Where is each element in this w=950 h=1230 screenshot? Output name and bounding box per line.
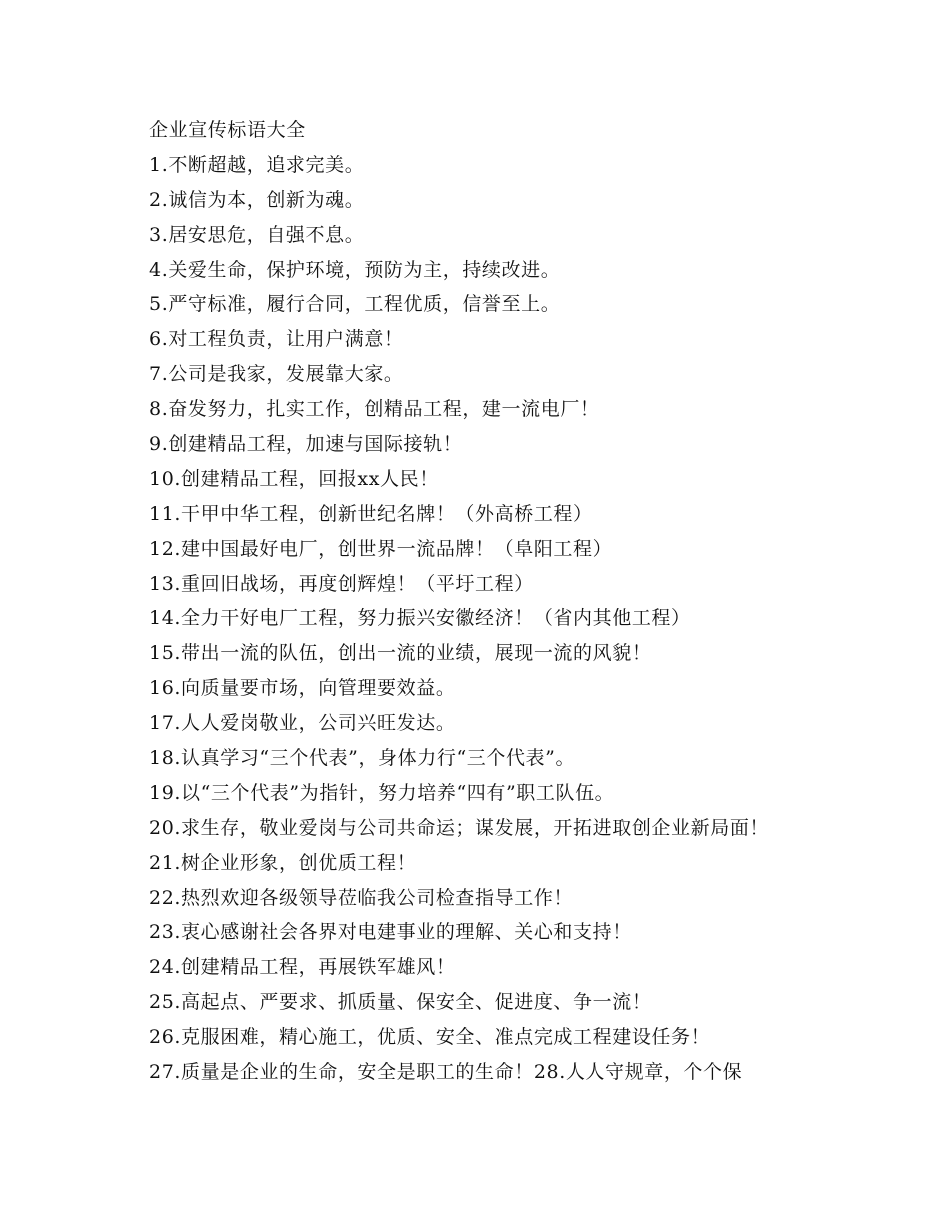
- slogan-line: 21.树企业形象，创优质工程！: [149, 851, 417, 874]
- slogan-line: 9.创建精品工程，加速与国际接轨！: [149, 433, 463, 456]
- slogan-line: 3.居安思危，自强不息。: [149, 223, 365, 246]
- slogan-line: 17.人人爱岗敬业，公司兴旺发达。: [149, 712, 456, 735]
- slogan-line: 23.衷心感谢社会各界对电建事业的理解、关心和支持！: [149, 921, 632, 944]
- slogan-line: 26.克服困难，精心施工，优质、安全、准点完成工程建设任务！: [149, 1026, 711, 1049]
- slogan-line: 13.重回旧战场，再度创辉煌！（平圩工程）: [149, 572, 534, 595]
- slogan-line: 2.诚信为本，创新为魂。: [149, 188, 365, 211]
- slogan-line: 19.以“三个代表”为指针，努力培养“四有”职工队伍。: [149, 781, 615, 804]
- slogan-line: 7.公司是我家，发展靠大家。: [149, 363, 404, 386]
- slogan-line: 18.认真学习“三个代表”，身体力行“三个代表”。: [149, 747, 576, 770]
- slogan-line: 16.向质量要市场，向管理要效益。: [149, 677, 456, 700]
- slogan-line: 20.求生存，敬业爱岗与公司共命运；谋发展，开拓进取创企业新局面！: [149, 816, 770, 839]
- slogan-line: 22.热烈欢迎各级领导莅临我公司检查指导工作！: [149, 886, 574, 909]
- document-title: 企业宣传标语大全: [149, 119, 306, 141]
- slogan-line: 8.奋发努力，扎实工作，创精品工程，建一流电厂！: [149, 398, 600, 421]
- document-body: [149, 113, 849, 1090]
- slogan-line: 25.高起点、严要求、抓质量、保安全、促进度、争一流！: [149, 991, 652, 1014]
- slogan-line: 15.带出一流的队伍，创出一流的业绩，展现一流的风貌！: [149, 642, 652, 665]
- slogan-line: 12.建中国最好电厂，创世界一流品牌！（阜阳工程）: [149, 537, 613, 560]
- slogan-line: 14.全力干好电厂工程，努力振兴安徽经济！（省内其他工程）: [149, 607, 691, 630]
- slogan-line: 11.干甲中华工程，创新世纪名牌！（外高桥工程）: [149, 502, 593, 525]
- slogan-line: 1.不断超越，追求完美。: [149, 153, 365, 176]
- slogan-line: 6.对工程负责，让用户满意！: [149, 328, 404, 351]
- slogan-line: 5.严守标准，履行合同，工程优质，信誉至上。: [149, 293, 561, 316]
- slogan-line: 27.质量是企业的生命，安全是职工的生命！28.人人守规章，个个保: [149, 1061, 743, 1084]
- slogan-line: 4.关爱生命，保护环境，预防为主，持续改进。: [149, 258, 561, 281]
- slogan-line: 10.创建精品工程，回报xx人民！: [149, 467, 439, 490]
- slogan-line: 24.创建精品工程，再展铁军雄风！: [149, 956, 456, 979]
